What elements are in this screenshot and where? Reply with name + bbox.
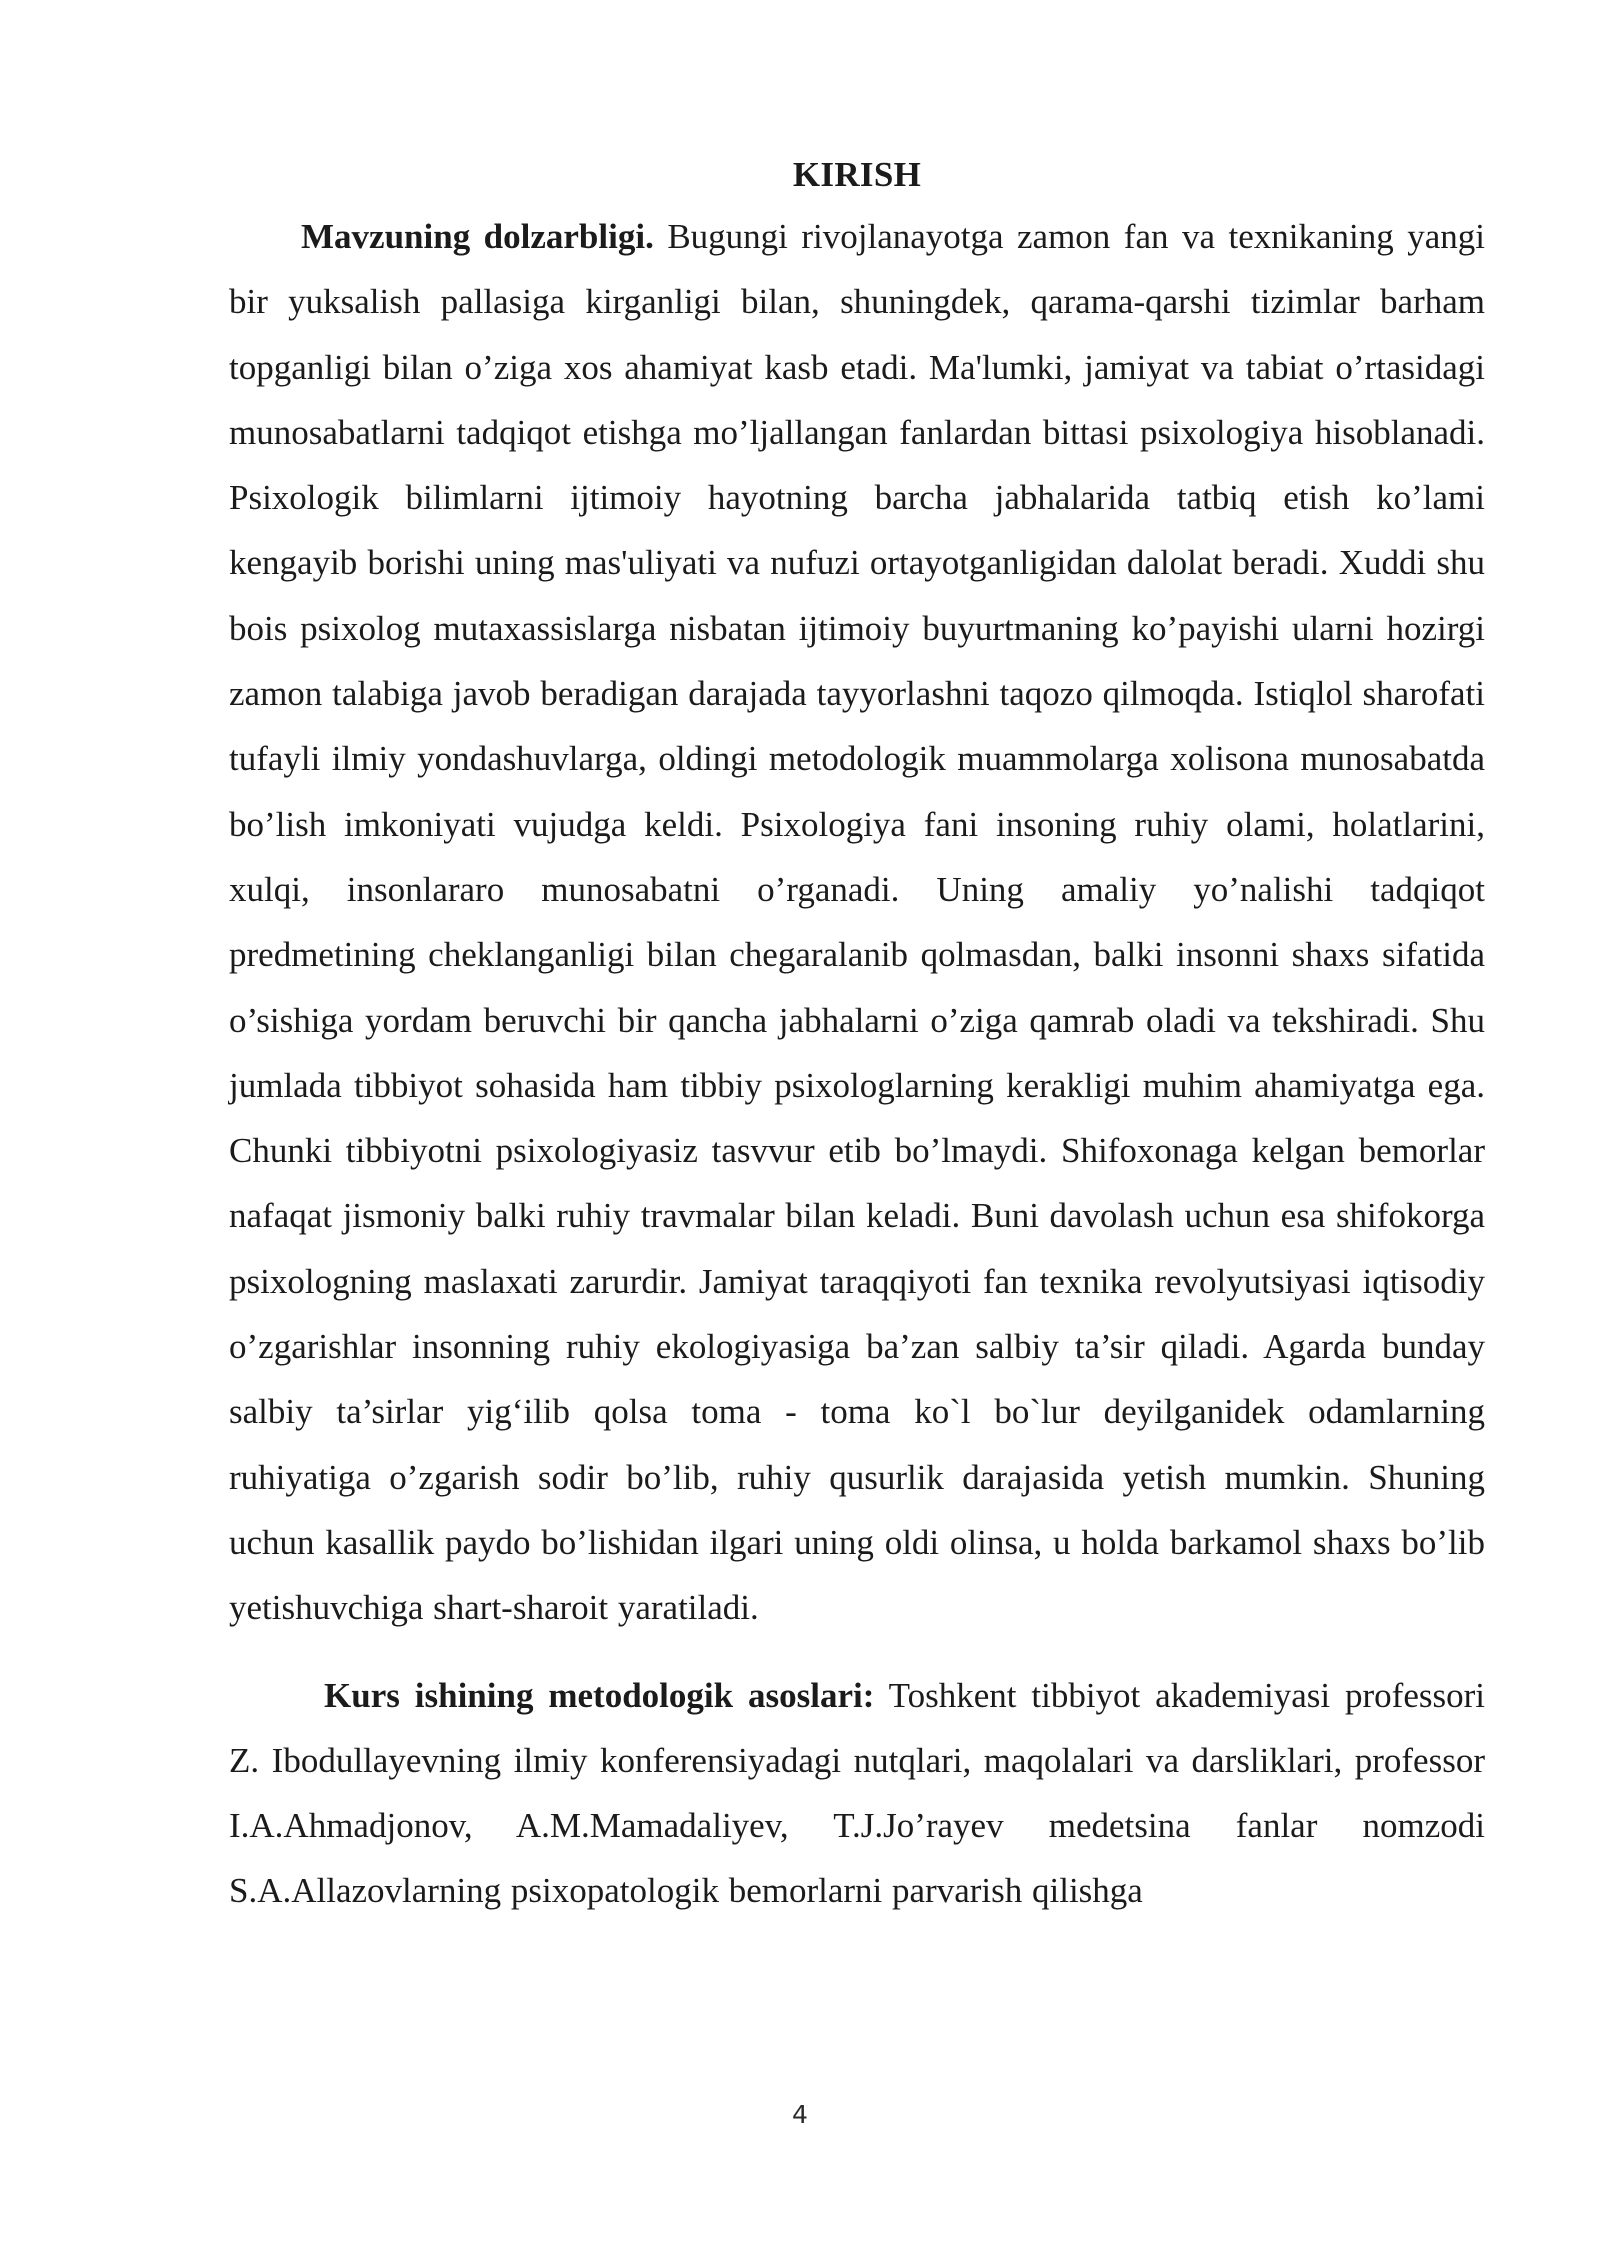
page-content: [229, 146, 1485, 1924]
paragraph-relevance-lead: Mavzuning dolzarbligi.: [301, 217, 654, 256]
paragraph-methodology: [229, 1663, 1485, 1924]
paragraph-relevance-text: Bugungi rivojlanayotga zamon fan va texnikaning yangi bir yuksalish pallasiga kirganligi bilan, shuningdek, qarama-qarshi tizimlar barham topganligi bilan o’ziga xos ahamiyat kasb etadi. Ma'lumki, jamiyat va tabiat o’rtasidagi munosabatlarni tadqiqot etishga mo’ljallangan fanlardan bittasi psixologiya hisoblanadi. Psixologik bilimlarni ijtimoiy hayotning barcha jabhalarida tatbiq etish ko’lami kengayib borishi uning mas'uliyati va nufuzi ortayotganligidan dalolat beradi. Xuddi shu bois psixolog mutaxassislarga nisbatan ijtimoiy buyurtmaning ko’payishi ularni hozirgi zamon talabiga javob beradigan darajada tayyorlashni taqozo qilmoqda. Istiqlol sharofati tufayli ilmiy yondashuvlarga, oldingi metodologik muammolarga xolisona munosabatda bo’lish imkoniyati vujudga keldi. Psixologiya fani insoning ruhiy olami, holatlarini, xulqi, insonlararo munosabatni o’rganadi. Uning amaliy yo’nalishi tadqiqot predmetining cheklanganligi bilan chegaralanib qolmasdan, balki insonni shaxs sifatida o’sishiga yordam beruvchi bir qancha jabhalarni o’ziga qamrab oladi va tekshiradi. Shu jumlada tibbiyot sohasida ham tibbiy psixologlarning kerakligi muhim ahamiyatga ega. Chunki tibbiyotni psixologiyasiz tasvvur etib bo’lmaydi. Shifoxonaga kelgan bemorlar nafaqat jismoniy balki ruhiy travmalar bilan keladi. Buni davolash uchun esa shifokorga psixologning maslaxati zarurdir. Jamiyat taraqqiyoti fan texnika revolyutsiyasi iqtisodiy o’zgarishlar insonning ruhiy ekologiyasiga ba’zan salbiy ta’sir qiladi. Agarda bunday salbiy ta’sirlar yig‘ilib qolsa toma - toma ko`l bo`lur deyilganidek odamlarning ruhiyatiga o’zgarish sodir bo’lib, ruhiy qusurlik darajasida yetish mumkin. Shuning uchun kasallik paydo bo’lishidan ilgari uning oldi olinsa, u holda barkamol shaxs bo’lib yetishuvchiga shart-sharoit yaratiladi.: [229, 217, 1485, 1628]
paragraph-relevance: [229, 204, 1485, 1641]
paragraph-methodology-text: Toshkent tibbiyot akademiyasi professori Z. Ibodullayevning ilmiy konferensiyadagi nutqlari, maqolalari va darsliklari, professor I.A.Ahmadjonov, A.M.Mamadaliyev, T.J.Jo’rayev medetsina fanlar nomzodi S.A.Allazovlarning psixopatologik bemorlarni parvarish qilishga: [229, 1675, 1485, 1911]
page-number: 4: [792, 2100, 808, 2129]
section-heading: KIRISH: [792, 155, 922, 194]
paragraph-methodology-lead: Kurs ishining metodologik asoslari:: [324, 1675, 875, 1715]
